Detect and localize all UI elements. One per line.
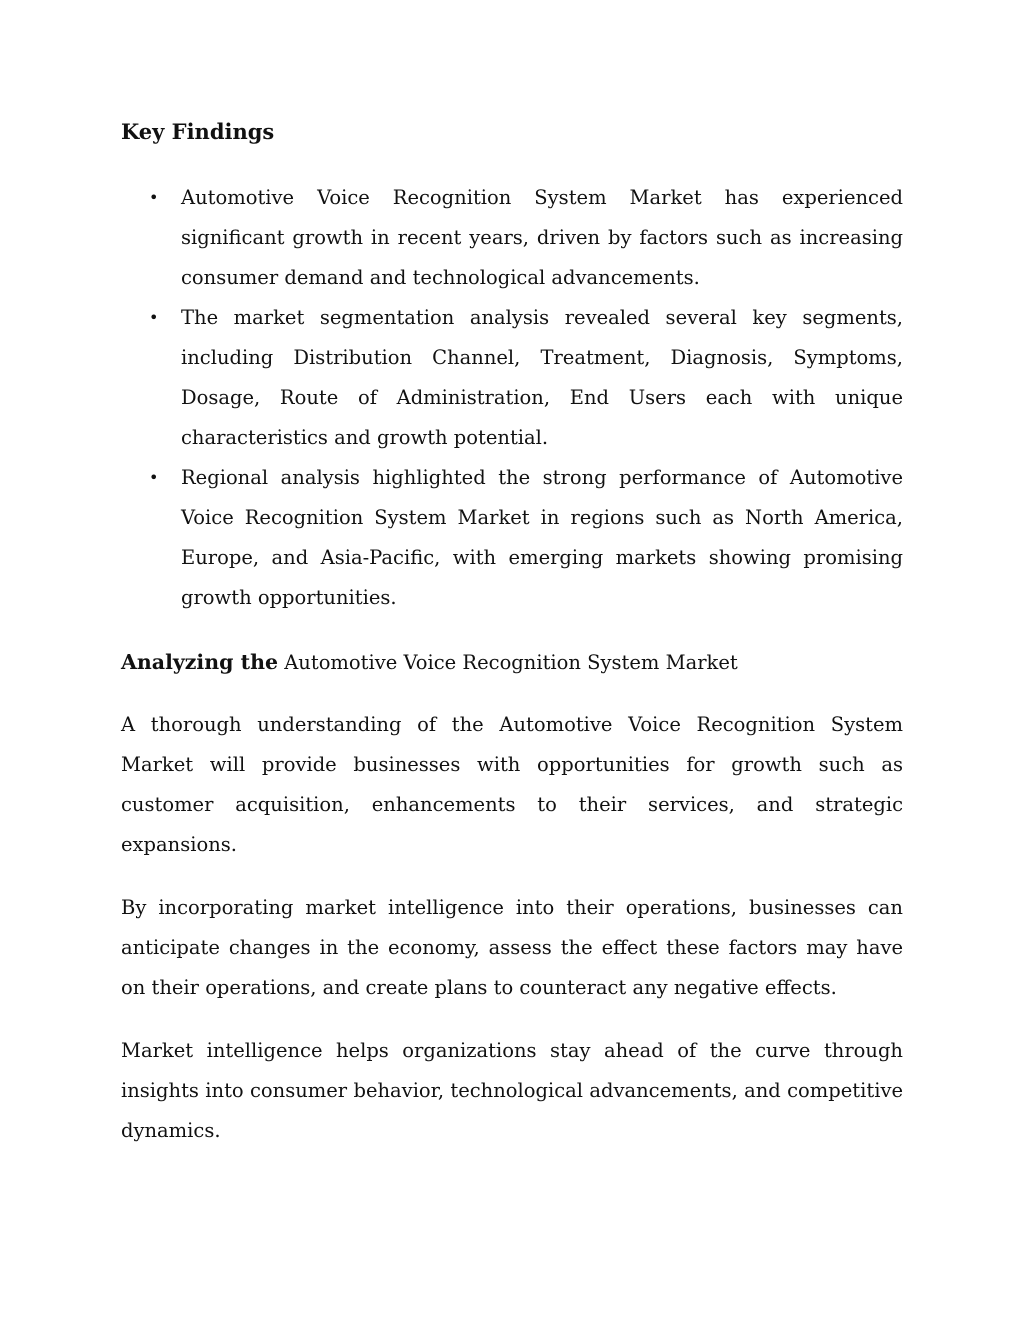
paragraph-stay-ahead: Market intelligence helps organizations stay ahead of the curve through insights into consumer behavior, technological advancements, and competitive dynamics. [121, 1039, 903, 1142]
list-item [121, 298, 903, 458]
key-findings-heading: Key Findings [121, 119, 275, 144]
analyzing-heading-market: Automotive Voice Recognition System Market [284, 651, 738, 674]
list-item-text: Automotive Voice Recognition System Market has experienced significant growth in recent years, driven by factors such as increasing consumer demand and technological advancements. [181, 186, 903, 289]
bullet-icon: • [149, 308, 159, 327]
bullet-icon: • [149, 188, 159, 207]
bullet-icon: • [149, 468, 159, 487]
key-findings-list [121, 178, 903, 618]
document-page [121, 112, 903, 1151]
list-item [121, 178, 903, 298]
analyzing-heading [121, 642, 903, 682]
analyzing-heading-bold: Analyzing the [121, 650, 279, 674]
list-item [121, 458, 903, 618]
paragraph-market-intelligence: By incorporating market intelligence into their operations, businesses can anticipate changes in the economy, assess the effect these factors may have on their operations, and create plans to counteract any negative effects. [121, 896, 903, 999]
list-item-text: Regional analysis highlighted the strong performance of Automotive Voice Recognition System Market in regions such as North America, Europe, and Asia-Pacific, with emerging markets showing promising growth opportunities. [181, 466, 903, 609]
list-item-text: The market segmentation analysis revealed several key segments, including Distribution Channel, Treatment, Diagnosis, Symptoms, Dosage, Route of Administration, End Users each with unique characteristics and growth potential. [181, 306, 903, 449]
paragraph-understanding: A thorough understanding of the Automotive Voice Recognition System Market will provide businesses with opportunities for growth such as customer acquisition, enhancements to their services, and strategic expansions. [121, 713, 903, 856]
